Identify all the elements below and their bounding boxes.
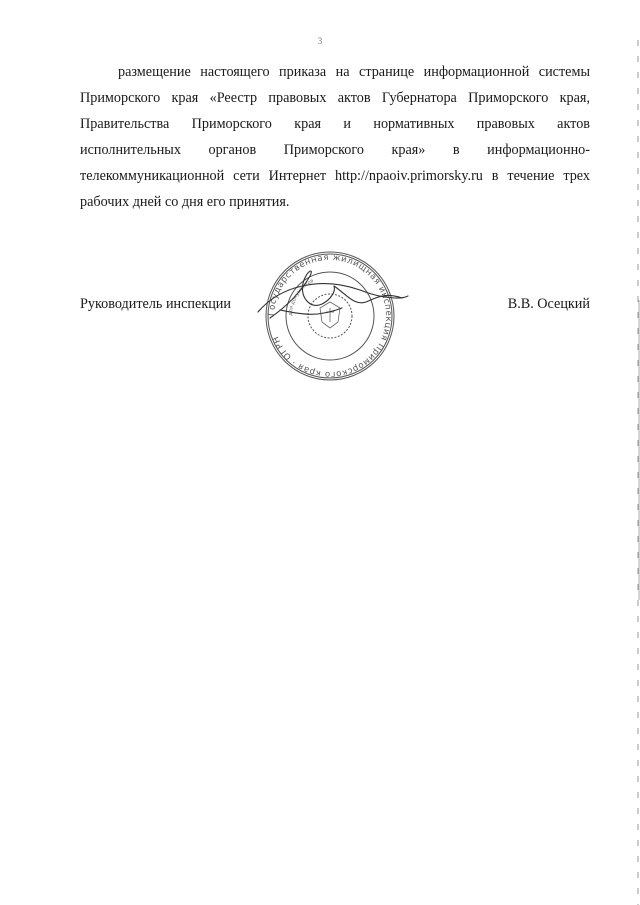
official-stamp-with-signature xyxy=(250,246,410,386)
paragraph-line: исполнительных органов Приморского края» в информационно- xyxy=(80,142,590,158)
stamp-outer-text: Государственная жилищная инспекция Приморского края · ОГРН xyxy=(266,252,394,380)
paragraph-line: рабочих дней со дня его принятия. xyxy=(80,194,290,210)
paragraph-line: Приморского края «Реестр правовых актов Губернатора Приморского края, xyxy=(80,90,590,106)
paragraph-line: размещение настоящего приказа на странице информационной системы xyxy=(118,64,590,80)
stamp-inner-text: для документов xyxy=(287,278,315,317)
svg-text:для документов xyxy=(288,278,315,316)
page-number: 3 xyxy=(317,36,323,46)
scan-edge-artifact xyxy=(632,0,640,905)
signatory-title: Руководитель инспекции xyxy=(80,296,231,312)
signatory-name: В.В. Осецкий xyxy=(507,296,590,312)
paragraph-line: Правительства Приморского края и нормативных правовых актов xyxy=(80,116,590,132)
order-paragraph xyxy=(80,59,590,215)
paragraph-line: телекоммуникационной сети Интернет http://npaoiv.primorsky.ru в течение трех xyxy=(80,168,590,184)
